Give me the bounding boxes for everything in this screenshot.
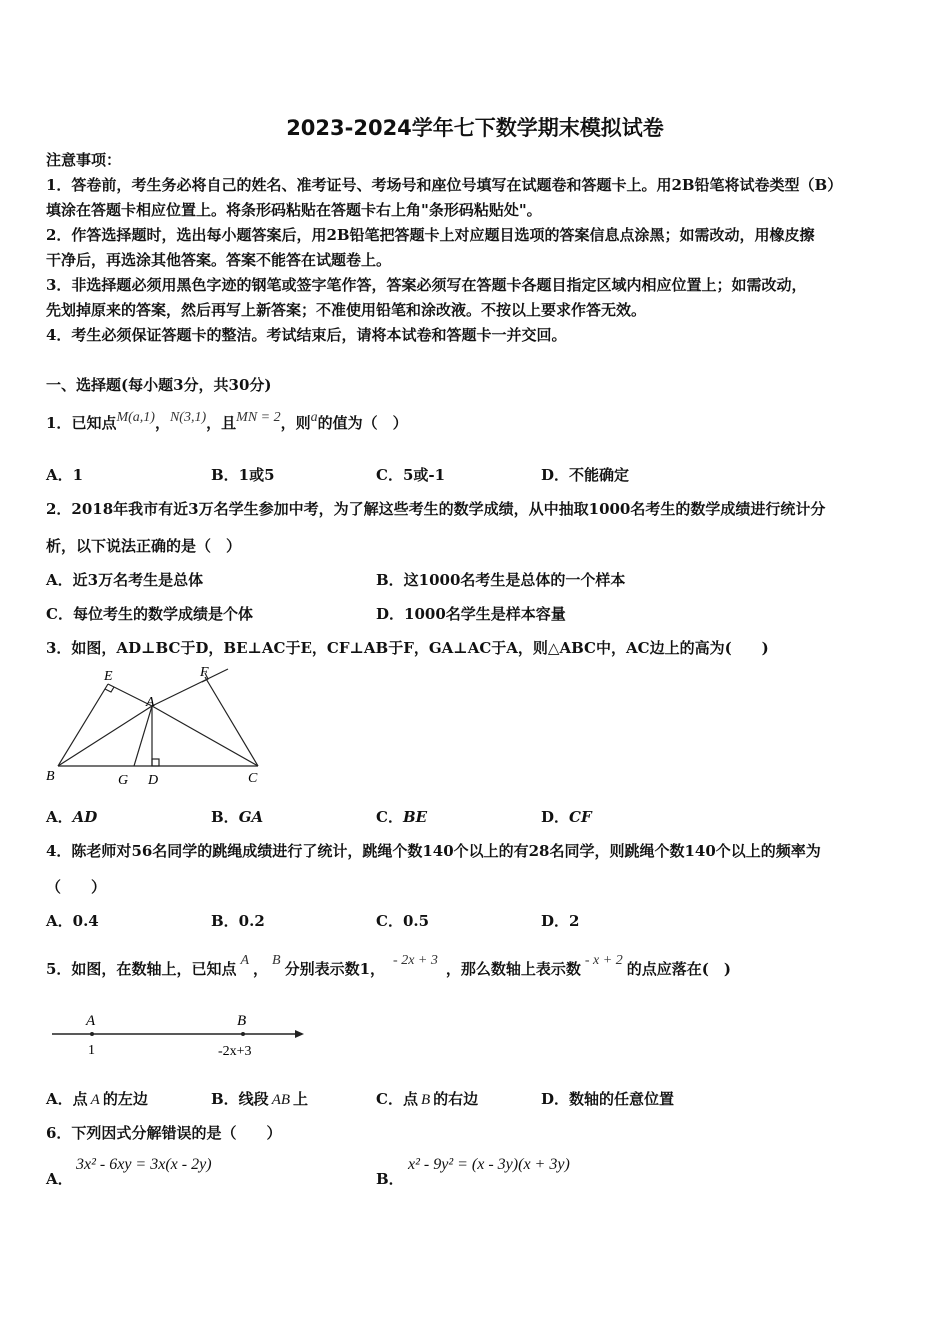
q2-option-d[interactable]: D．1000名学生是样本容量 — [376, 605, 566, 623]
question-3: 3．如图，AD⊥BC于D，BE⊥AC于E，CF⊥AB于F，GA⊥AC于A，则△ABC中，AC边上的高为( ) — [46, 639, 769, 657]
notice-line: 4．考生必须保证答题卡的整洁。考试结束后，请将本试卷和答题卡一并交回。 — [46, 326, 567, 344]
q5-text: 5．如图，在数轴上，已知点 — [46, 960, 237, 978]
q3-option-value: BE — [402, 808, 428, 826]
q5-option-b[interactable] — [211, 1088, 308, 1109]
line-be — [58, 684, 108, 766]
q3-option-letter: D． — [541, 808, 570, 826]
q5-option-text: D．数轴的任意位置 — [541, 1090, 675, 1108]
q1-option-b[interactable]: B．1或5 — [211, 466, 275, 484]
q3-option-value: AD — [72, 808, 98, 826]
q5-expr-1: - 2x + 3 — [393, 953, 438, 968]
q5-option-text: A．点 — [46, 1090, 88, 1108]
q1-option-d[interactable]: D．不能确定 — [541, 466, 630, 484]
question-6: 6．下列因式分解错误的是（ ） — [46, 1124, 282, 1142]
line-cf — [205, 677, 258, 766]
label-e: E — [104, 669, 113, 684]
q5-point-a: A — [240, 953, 250, 968]
q1-point-n: N(3,1) — [169, 410, 207, 425]
line-fa-ext — [152, 669, 228, 706]
q3-option-letter: B． — [211, 808, 239, 826]
question-5 — [46, 953, 731, 979]
q3-option-value: GA — [238, 808, 264, 826]
notice-line: 1．答卷前，考生务必将自己的姓名、准考证号、考场号和座位号填写在试题卷和答题卡上。用2B铅笔将试卷类型（B） — [46, 176, 843, 194]
axis-label-b: B — [237, 1013, 247, 1029]
q1-point-m: M(a,1) — [116, 410, 155, 425]
q1-option-c[interactable]: C．5或-1 — [376, 466, 446, 484]
axis-value-one: 1 — [88, 1043, 95, 1058]
q6-option-b-label[interactable]: B． — [376, 1170, 404, 1188]
question-4-line1: 4．陈老师对56名同学的跳绳成绩进行了统计，跳绳个数140个以上的有28名同学，则跳绳个数140个以上的频率为 — [46, 842, 821, 860]
q6-option-b-expr[interactable]: x² - 9y² = (x - 3y)(x + 3y) — [408, 1156, 570, 1173]
q5-option-text: B．线段 — [211, 1090, 269, 1108]
point-b-dot — [241, 1032, 245, 1036]
q2-option-c[interactable]: C．每位考生的数学成绩是个体 — [46, 605, 253, 623]
q6-option-a-label[interactable]: A． — [46, 1170, 73, 1188]
notice-line: 填涂在答题卡相应位置上。将条形码粘贴在答题卡右上角"条形码粘贴处"。 — [46, 201, 542, 219]
q5-expr-2: - x + 2 — [584, 953, 623, 968]
axis-value-expr: -2x+3 — [218, 1044, 252, 1059]
q1-text: ，则 — [280, 414, 311, 432]
label-f: F — [200, 665, 209, 680]
q3-option-d[interactable] — [541, 806, 592, 827]
q5-option-text: 上 — [293, 1090, 309, 1108]
question-2-line2: 析，以下说法正确的是（ ） — [46, 537, 242, 555]
number-line-arrow — [295, 1030, 304, 1038]
q4-option-a[interactable]: A．0.4 — [46, 912, 99, 930]
q1-num: 1． — [46, 414, 72, 432]
q5-option-math: A — [90, 1092, 100, 1108]
q1-mn: MN = 2 — [236, 410, 281, 425]
q5-option-c[interactable] — [376, 1088, 478, 1109]
q4-option-c[interactable]: C．0.5 — [376, 912, 430, 930]
q5-point-b: B — [272, 953, 281, 968]
q1-option-a[interactable]: A．1 — [46, 466, 84, 484]
right-angle-d — [152, 759, 159, 766]
notice-line: 2．作答选择题时，选出每小题答案后，用2B铅笔把答题卡上对应题目选项的答案信息点涂黑；如需改动，用橡皮擦 — [46, 226, 815, 244]
q1-text: 的值为（ ） — [317, 414, 408, 432]
triangle-figure — [40, 664, 280, 792]
q1-text: ，且 — [206, 414, 237, 432]
axis-label-a: A — [86, 1013, 96, 1029]
section-heading: 一、选择题(每小题3分，共30分) — [46, 376, 272, 394]
question-2-line1: 2．2018年我市有近3万名学生参加中考，为了解这些考生的数学成绩，从中抽取1000名考生的数学成绩进行统计分 — [46, 500, 826, 518]
q1-text: ， — [154, 414, 170, 432]
notice-line: 3．非选择题必须用黑色字迹的钢笔或签字笔作答，答案必须写在答题卡各题目指定区域内相应位置上；如需改动， — [46, 276, 807, 294]
label-d: D — [148, 773, 159, 788]
label-a: A — [146, 695, 155, 710]
q3-option-letter: C． — [376, 808, 403, 826]
q3-option-b[interactable] — [211, 806, 263, 827]
page-title: 2023-2024学年七下数学期末模拟试卷 — [286, 116, 664, 140]
q5-option-text: C．点 — [376, 1090, 418, 1108]
q5-option-text: 的左边 — [102, 1090, 148, 1108]
question-4-line2: （ ） — [46, 878, 107, 896]
q6-option-a-expr[interactable]: 3x² - 6xy = 3x(x - 2y) — [76, 1156, 212, 1173]
q3-option-letter: A． — [46, 808, 73, 826]
side-ba — [58, 706, 152, 766]
q2-option-a[interactable]: A．近3万名考生是总体 — [46, 571, 204, 589]
label-g: G — [118, 773, 129, 788]
q4-option-d[interactable]: D．2 — [541, 912, 580, 930]
q4-option-b[interactable]: B．0.2 — [211, 912, 265, 930]
q5-text: ，那么数轴上表示数 — [445, 960, 581, 978]
side-ac — [152, 706, 258, 766]
q2-option-b[interactable]: B．这1000名考生是总体的一个样本 — [376, 571, 626, 589]
q5-text: 的点应落在( ) — [626, 960, 731, 978]
q5-option-text: 的右边 — [433, 1090, 479, 1108]
q5-option-math: AB — [271, 1092, 291, 1108]
notice-heading: 注意事项： — [46, 151, 122, 169]
q3-option-value: CF — [569, 808, 592, 826]
q1-a: a — [310, 410, 318, 425]
q1-text: 已知点 — [71, 414, 117, 432]
q3-option-c[interactable] — [376, 806, 427, 827]
notice-line: 干净后，再选涂其他答案。答案不能答在试题卷上。 — [46, 251, 392, 269]
label-c: C — [248, 771, 258, 786]
notice-line: 先划掉原来的答案，然后再写上新答案；不准使用铅笔和涂改液。不按以上要求作答无效。 — [46, 301, 647, 319]
q5-option-a[interactable] — [46, 1088, 148, 1109]
label-b: B — [46, 769, 55, 784]
number-line-figure — [46, 1008, 316, 1063]
q3-option-a[interactable] — [46, 806, 97, 827]
q5-text: ， — [253, 960, 269, 978]
q5-option-d[interactable] — [541, 1088, 674, 1109]
q5-text: 分别表示数1， — [284, 960, 386, 978]
point-a-dot — [90, 1032, 94, 1036]
line-ga — [134, 706, 152, 766]
question-1 — [46, 412, 408, 433]
q5-option-math: B — [420, 1092, 431, 1108]
